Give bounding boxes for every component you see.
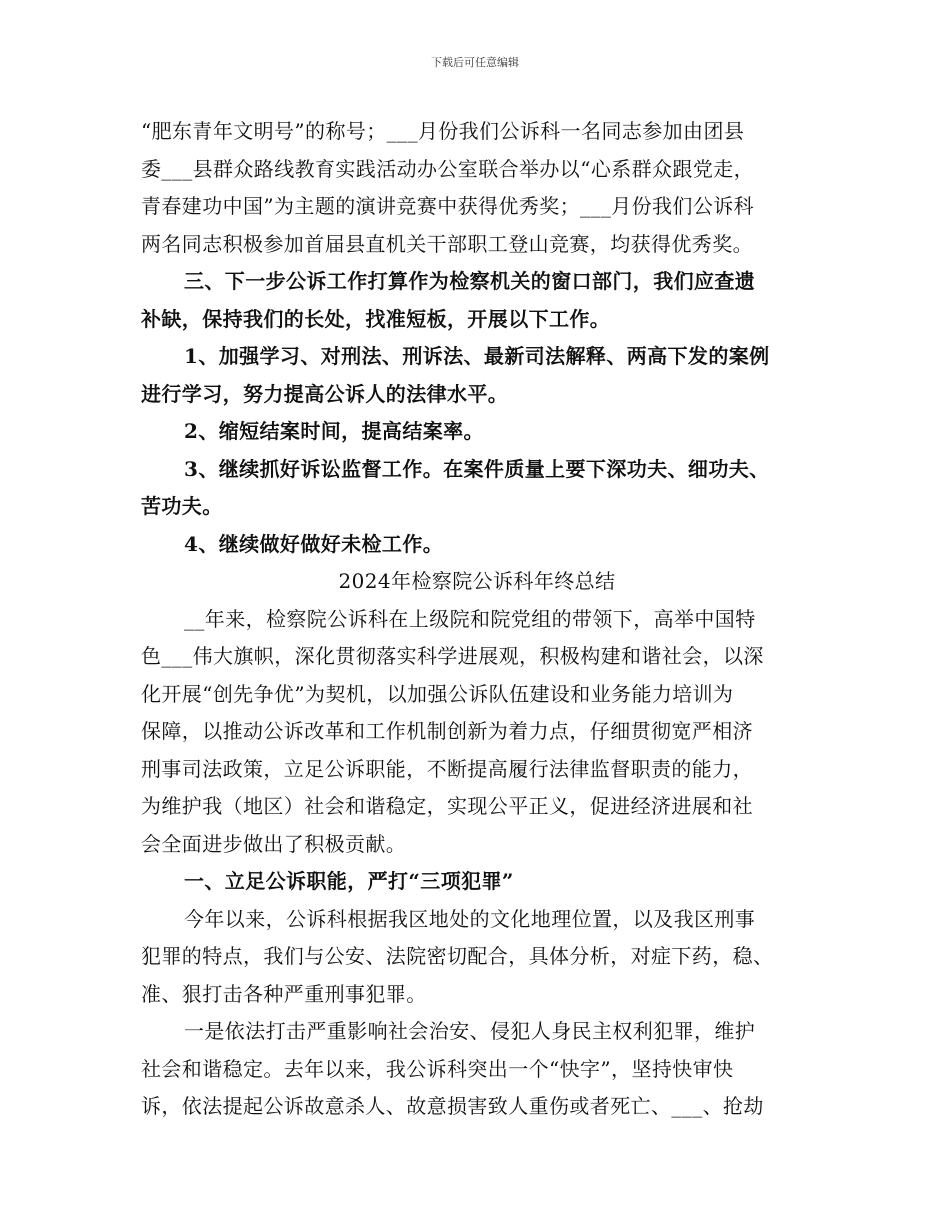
paragraph-line: 诉，依法提起公诉故意杀人、故意损害致人重伤或者死亡、___、抢劫: [141, 1094, 764, 1118]
paragraph-line: 4、继续做好做好未检工作。: [184, 531, 444, 556]
paragraph-line: 进行学习，努力提高公诉人的法律水平。: [141, 381, 509, 406]
document-body: [141, 113, 813, 1126]
paragraph-line: 一是依法打击严重影响社会治安、侵犯人身民主权利犯罪，维护: [184, 1019, 756, 1043]
paragraph-line: 一、立足公诉职能，严打“三项犯罪”: [184, 869, 514, 893]
paragraph-line: 为维护我（地区）社会和谐稳定，实现公平正义，促进经济进展和社: [141, 794, 753, 818]
paragraph-line: 会全面进步做出了积极贡献。: [141, 831, 407, 856]
paragraph-line: 保障，以推动公诉改革和工作机制创新为着力点，仔细贯彻宽严相济: [141, 719, 753, 743]
paragraph-line: “肥东青年文明号”的称号；___月份我们公诉科一名同志参加由团县: [141, 119, 745, 143]
paragraph-line: 色___伟大旗帜，深化贯彻落实科学进展观，积极构建和谐社会，以深: [141, 644, 764, 668]
paragraph-line: 社会和谐稳定。去年以来，我公诉科突出一个“快字”，坚持快审快: [141, 1056, 734, 1081]
paragraph-line: 准、狠打击各种严重刑事犯罪。: [141, 981, 427, 1006]
paragraph-line: 2、缩短结案时间，提高结案率。: [184, 419, 484, 443]
paragraph-line: 青春建功中国”为主题的演讲竞赛中获得优秀奖；___月份我们公诉科: [141, 194, 755, 218]
paragraph-line: 化开展“创先争优”为契机，以加强公诉队伍建设和业务能力培训为: [141, 681, 734, 706]
paragraph-line: 委___县群众路线教育实践活动办公室联合举办以“心系群众跟党走，: [141, 156, 755, 181]
paragraph-line: 2024年检察院公诉科年终总结: [338, 569, 616, 593]
paragraph-line: 今年以来，公诉科根据我区地处的文化地理位置，以及我区刑事: [184, 906, 756, 931]
paragraph-line: 犯罪的特点，我们与公安、法院密切配合，具体分析，对症下药，稳、: [141, 944, 774, 968]
paragraph-line: 补缺，保持我们的长处，找准短板，开展以下工作。: [141, 306, 611, 331]
paragraph-line: __年来，检察院公诉科在上级院和院党组的带领下，高举中国特: [184, 606, 756, 631]
paragraph-line: 3、继续抓好诉讼监督工作。在案件质量上要下深功夫、细功夫、: [184, 456, 770, 481]
paragraph-line: 三、下一步公诉工作打算作为检察机关的窗口部门，我们应查遗: [184, 269, 756, 293]
paragraph-line: 两名同志积极参加首届县直机关干部职工登山竞赛，均获得优秀奖。: [141, 231, 753, 256]
paragraph-line: 刑事司法政策，立足公诉职能，不断提高履行法律监督职责的能力，: [141, 756, 753, 781]
paragraph-line: 1、加强学习、对刑法、刑诉法、最新司法解释、两高下发的案例: [184, 344, 770, 368]
paragraph-line: 苦功夫。: [141, 494, 223, 518]
page-header: 下载后可任意编辑: [431, 56, 519, 69]
